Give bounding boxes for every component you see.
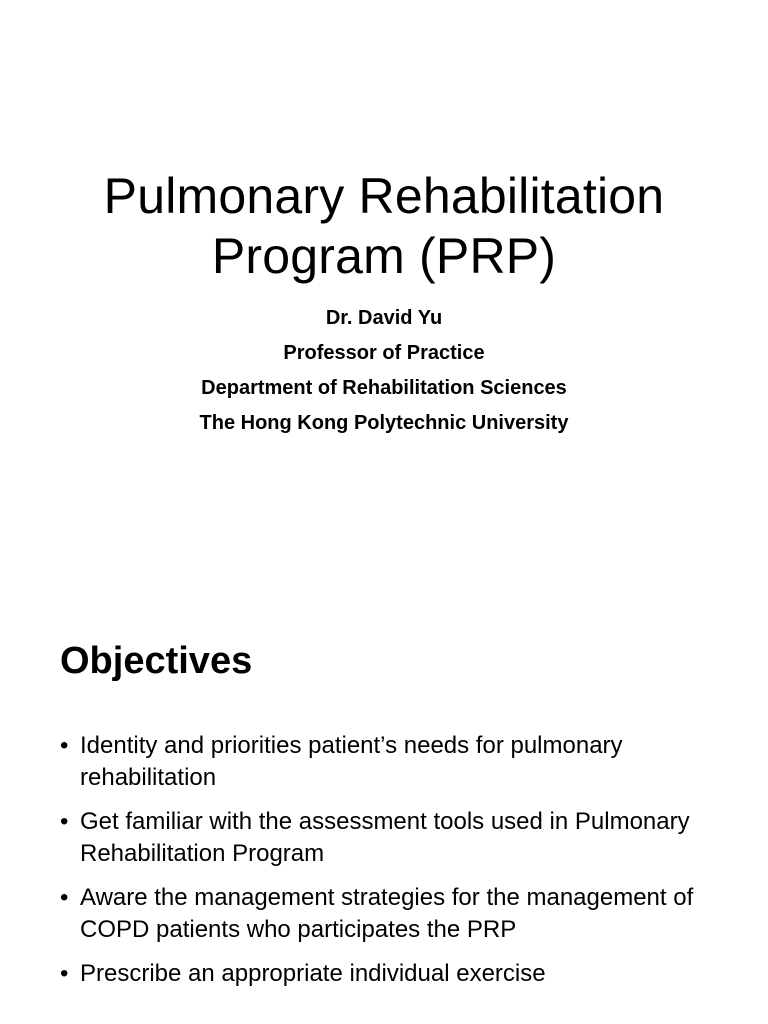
bullet-icon: • (60, 732, 69, 759)
title-block (0, 166, 768, 286)
title-line-2: Program (PRP) (211, 228, 557, 284)
presenter-position: Professor of Practice (283, 342, 485, 364)
slide-title (0, 166, 768, 286)
title-line-1: Pulmonary Rehabilitation (103, 168, 665, 224)
objective-text: Aware the management strategies for the management of COPD patients who participates the PRP (80, 884, 694, 943)
objectives-list (60, 730, 710, 1002)
objectives-heading: Objectives (60, 640, 253, 682)
presenter-name: Dr. David Yu (325, 307, 443, 329)
list-item (60, 730, 710, 794)
presenter-university: The Hong Kong Polytechnic University (199, 412, 569, 434)
bullet-icon: • (60, 960, 69, 987)
subtitle-block (0, 301, 768, 441)
list-item (60, 958, 710, 990)
bullet-icon: • (60, 808, 69, 835)
objectives-slide (0, 576, 768, 1024)
presenter-department: Department of Rehabilitation Sciences (201, 377, 567, 399)
objective-text: Identity and priorities patient’s needs for pulmonary rehabilitation (80, 732, 623, 791)
objective-text: Prescribe an appropriate individual exercise (80, 960, 546, 987)
list-item (60, 806, 710, 870)
list-item (60, 882, 710, 946)
objective-text: Get familiar with the assessment tools used in Pulmonary Rehabilitation Program (80, 808, 690, 867)
bullet-icon: • (60, 884, 69, 911)
